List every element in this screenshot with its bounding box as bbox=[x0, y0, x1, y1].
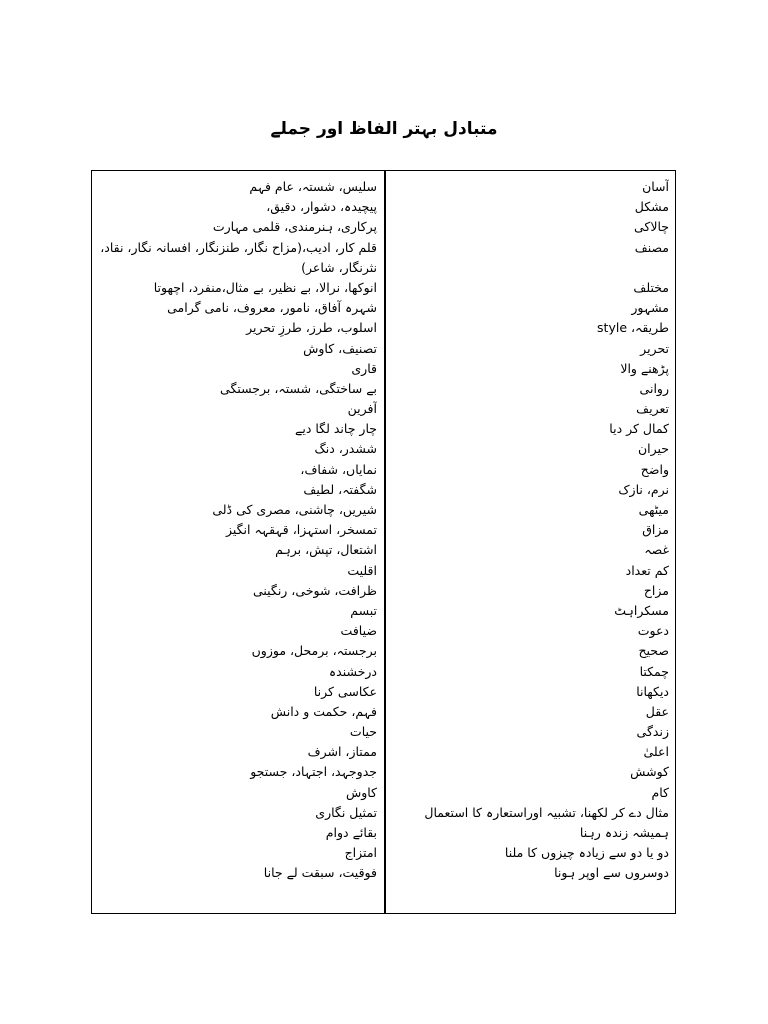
synonym-cell: تبسم bbox=[350, 602, 377, 618]
word-cell: اعلیٰ bbox=[643, 744, 669, 760]
word-cell: ہمیشہ زندہ رہنا bbox=[579, 825, 669, 841]
word-cell: تعریف bbox=[636, 401, 669, 417]
word-cell: صحیح bbox=[638, 643, 669, 659]
word-cell: آسان bbox=[642, 179, 669, 194]
synonym-cell: بقائے دوام bbox=[325, 825, 377, 841]
word-cell: مشکل bbox=[634, 199, 669, 215]
page-title: متبادل بہتر الفاظ اور جملے bbox=[270, 119, 498, 139]
word-cell: مزاق bbox=[642, 522, 669, 538]
word-cell: کام bbox=[651, 784, 669, 800]
synonym-cell: پرکاری، ہنرمندی، قلمی مہارت bbox=[212, 219, 377, 235]
word-cell: روانی bbox=[639, 380, 669, 396]
word-cell: پڑھنے والا bbox=[620, 360, 669, 376]
synonym-cell: ممتاز، اشرف bbox=[307, 744, 377, 760]
word-cell: دیکھانا bbox=[636, 683, 669, 699]
word-cell: دوسروں سے اوپر ہونا bbox=[554, 865, 669, 881]
synonym-cell: امتزاج bbox=[344, 845, 377, 861]
word-cell: کوشش bbox=[630, 764, 669, 780]
synonyms-table bbox=[91, 170, 676, 914]
synonyms-column bbox=[97, 177, 377, 884]
synonym-cell: ظرافت، شوخی، رنگینی bbox=[252, 582, 377, 598]
synonym-cell: نمایاں، شفاف، bbox=[300, 461, 377, 477]
synonym-cell: درخشندہ bbox=[328, 663, 377, 679]
word-cell: تحریر bbox=[640, 340, 669, 356]
synonym-cell: اقلیت bbox=[347, 562, 377, 578]
synonym-cell: برجستہ، برمحل، موزوں bbox=[251, 643, 377, 659]
synonym-cell: حیات bbox=[349, 724, 377, 740]
synonym-cell: اشتعال، تپش، برہم bbox=[275, 542, 377, 558]
synonym-cell: کاوش bbox=[345, 784, 377, 800]
word-cell: کمال کر دیا bbox=[609, 421, 669, 437]
word-cell: مسکراہٹ bbox=[614, 602, 669, 618]
synonym-cell: پیچیدہ، دشوار، دقیق، bbox=[266, 199, 377, 215]
synonym-cell: انوکھا، نرالا، بے نظیر، بے مثال،منفرد، اچھوتا bbox=[153, 279, 377, 295]
word-cell: زندگی bbox=[636, 724, 669, 740]
synonym-cell: تمسخر، استہزا، قہقہہ انگیز bbox=[225, 522, 377, 538]
synonym-cell: ضیافت bbox=[340, 623, 377, 639]
synonym-cell: فہم، حکمت و دانش bbox=[270, 703, 377, 719]
synonym-cell: قلم کار، ادیب،(مزاح نگار، طنزنگار، افسانہ نگار، نقاد، نثرنگار، شاعر) bbox=[100, 239, 377, 275]
synonym-cell: آفرین bbox=[347, 401, 377, 417]
synonym-cell: سلیس، شستہ، عام فہم bbox=[249, 179, 377, 194]
word-cell: چالاکی bbox=[633, 219, 669, 235]
synonym-cell: تمثیل نگاری bbox=[315, 804, 377, 820]
synonym-cell: بے ساختگی، شستہ، برجستگی bbox=[220, 380, 377, 396]
synonym-cell: ششدر، دنگ bbox=[314, 441, 377, 457]
word-cell: دعوت bbox=[637, 623, 669, 639]
synonym-cell: چار چاند لگا دیے bbox=[295, 421, 377, 437]
synonym-cell: قاری bbox=[351, 360, 377, 376]
synonym-cell: اسلوب، طرز، طرزِ تحریر bbox=[246, 320, 377, 336]
synonym-cell: شگفتہ، لطیف bbox=[303, 481, 377, 497]
word-cell: چمکتا bbox=[639, 663, 669, 679]
word-cell: نرم، نازک bbox=[618, 481, 669, 497]
synonym-cell: جدوجہد، اجتہاد، جستجو bbox=[250, 764, 377, 780]
word-cell: واضح bbox=[640, 461, 669, 477]
word-cell: طریقہ، style bbox=[597, 320, 669, 336]
synonym-cell: شیریں، چاشنی، مصری کی ڈلی bbox=[212, 502, 377, 518]
word-cell: عقل bbox=[645, 703, 669, 719]
synonym-cell: فوقیت، سبقت لے جانا bbox=[263, 865, 377, 881]
word-cell: مشہور bbox=[631, 300, 669, 316]
word-cell: مصنف bbox=[634, 239, 669, 255]
word-cell: میٹھی bbox=[638, 502, 669, 518]
word-cell: مثال دے کر لکھنا، تشبیہ اوراستعارہ کا استعمال bbox=[424, 804, 669, 820]
word-cell: غصہ bbox=[644, 542, 669, 558]
synonym-cell: عکاسی کرنا bbox=[313, 683, 377, 699]
column-divider bbox=[384, 171, 386, 913]
synonym-cell: تصنیف، کاوش bbox=[303, 340, 377, 356]
word-cell: مختلف bbox=[633, 279, 669, 295]
word-cell: کم تعداد bbox=[625, 562, 669, 578]
words-column bbox=[389, 177, 669, 884]
word-cell: مزاح bbox=[643, 582, 669, 598]
synonym-cell: شہرہ آفاق، نامور، معروف، نامی گرامی bbox=[167, 300, 377, 316]
word-cell: دو یا دو سے زیادہ چیزوں کا ملنا bbox=[504, 845, 669, 861]
word-cell: حیران bbox=[637, 441, 669, 457]
